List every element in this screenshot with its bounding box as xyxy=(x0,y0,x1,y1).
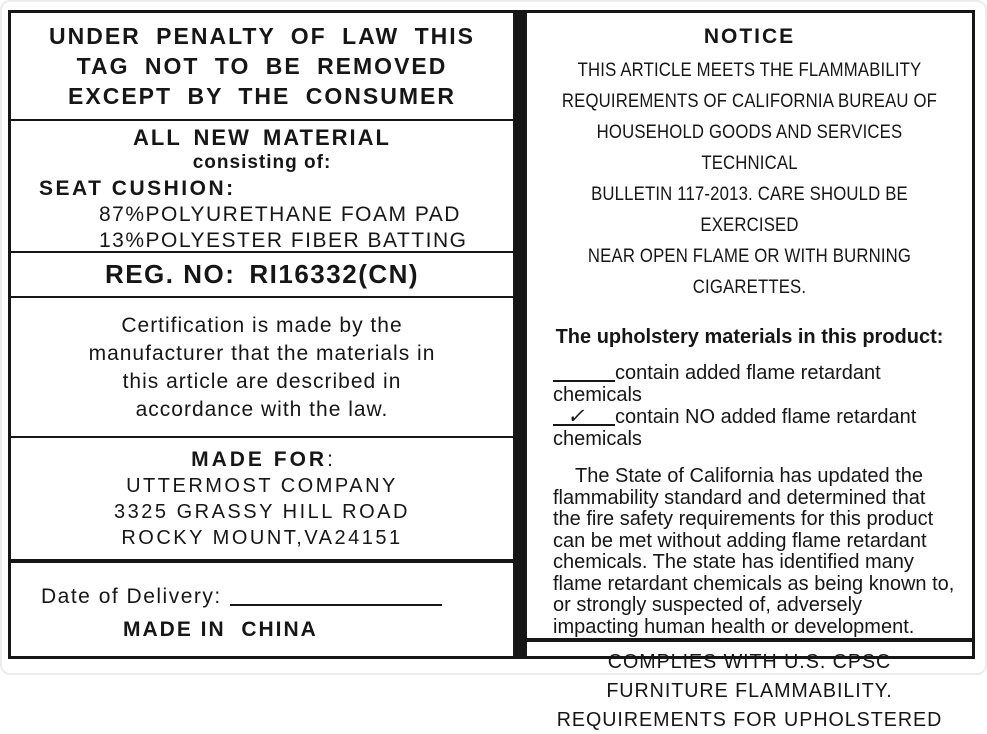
california-line: impacting human health or development. xyxy=(553,615,915,638)
certification-line: Certification is made by the xyxy=(121,314,403,337)
penalty-notice-section xyxy=(11,13,513,121)
material-section xyxy=(11,121,513,253)
delivery-section xyxy=(11,559,513,656)
california-line: the fire safety requirements for this product xyxy=(553,508,934,530)
address-line: 3325 GRASSY HILL ROAD xyxy=(114,501,410,523)
notice-line: THIS ARTICLE MEETS THE FLAMMABILITY xyxy=(577,60,922,81)
material-item-title: SEAT CUSHION: xyxy=(39,177,236,200)
option-checked-line1 xyxy=(553,406,972,428)
date-of-delivery-row xyxy=(11,585,513,609)
address-line: UTTERMOST COMPANY xyxy=(126,475,398,497)
california-line: flame retardant chemicals as being known to, xyxy=(553,572,955,595)
material-component: 13%POLYESTER FIBER BATTING xyxy=(99,229,468,252)
flammability-notice-paragraph xyxy=(554,55,946,303)
checked-blank xyxy=(553,405,615,428)
penalty-line: TAG NOT TO BE REMOVED xyxy=(76,53,448,79)
certification-line: accordance with the law. xyxy=(135,398,389,421)
registration-number-section xyxy=(11,253,513,298)
flame-retardant-options xyxy=(527,362,972,450)
date-of-delivery-label: Date of Delivery: xyxy=(41,585,222,608)
notice-area xyxy=(527,13,972,638)
date-of-delivery-blank xyxy=(230,604,442,606)
certification-line: this article are described in xyxy=(122,370,402,393)
law-label xyxy=(8,10,975,731)
made-in-china-text: MADE IN CHINA xyxy=(123,618,318,641)
notice-line: BULLETIN 117-2013. CARE SHOULD BE EXERCISED xyxy=(591,184,908,236)
material-heading: ALL NEW MATERIAL xyxy=(133,125,391,150)
made-for-colon: : xyxy=(327,448,333,471)
material-subheading: consisting of: xyxy=(192,152,332,173)
penalty-line: UNDER PENALTY OF LAW THIS xyxy=(49,23,475,49)
notice-line: REQUIREMENTS OF CALIFORNIA BUREAU OF xyxy=(561,91,938,112)
made-for-heading xyxy=(11,446,513,473)
material-component: 87%POLYURETHANE FOAM PAD xyxy=(99,203,461,226)
upholstery-heading: The upholstery materials in this product: xyxy=(555,326,944,348)
notice-title: NOTICE xyxy=(703,25,796,48)
made-for-label: MADE FOR xyxy=(191,448,328,471)
california-line: chemicals. The state has identified many xyxy=(553,551,914,573)
certification-line: manufacturer that the materials in xyxy=(88,342,436,365)
california-line: or strongly suspected of, adversely xyxy=(553,594,863,616)
certification-section xyxy=(11,298,513,438)
compliance-text xyxy=(536,647,963,734)
compliance-line: COMPLIES WITH U.S. CPSC xyxy=(607,650,892,673)
compliance-line: REQUIREMENTS FOR UPHOLSTERED xyxy=(556,708,943,731)
option-text: contain added flame retardant xyxy=(615,362,881,384)
right-panel xyxy=(524,10,975,731)
california-line: flammability standard and determined that xyxy=(553,486,926,509)
reg-no-value: RI16332(CN) xyxy=(249,259,420,289)
california-statement-paragraph xyxy=(527,466,972,638)
reg-no-label: REG. NO: xyxy=(104,259,236,289)
california-line: The State of California has updated the xyxy=(575,465,924,487)
option-text: contain NO added flame retardant xyxy=(615,406,917,428)
unchecked-blank xyxy=(553,380,615,382)
option-unchecked-line2: chemicals xyxy=(553,384,642,406)
checkmark-icon: ✓ xyxy=(567,405,585,428)
left-panel xyxy=(8,10,516,659)
notice-line: HOUSEHOLD GOODS AND SERVICES TECHNICAL xyxy=(596,122,903,174)
compliance-line: FURNITURE FLAMMABILITY. xyxy=(606,679,893,702)
option-checked-line2: chemicals xyxy=(553,428,642,450)
option-unchecked-line1 xyxy=(553,362,972,384)
cpsc-compliance-section xyxy=(527,638,972,734)
panel-divider-bar xyxy=(516,10,524,659)
made-for-section xyxy=(11,438,513,559)
notice-line: NEAR OPEN FLAME OR WITH BURNING CIGARETTES. xyxy=(587,246,912,298)
california-line: can be met without adding flame retardant xyxy=(553,529,927,552)
penalty-line: EXCEPT BY THE CONSUMER xyxy=(68,83,456,109)
address-line: ROCKY MOUNT,VA24151 xyxy=(121,527,403,549)
